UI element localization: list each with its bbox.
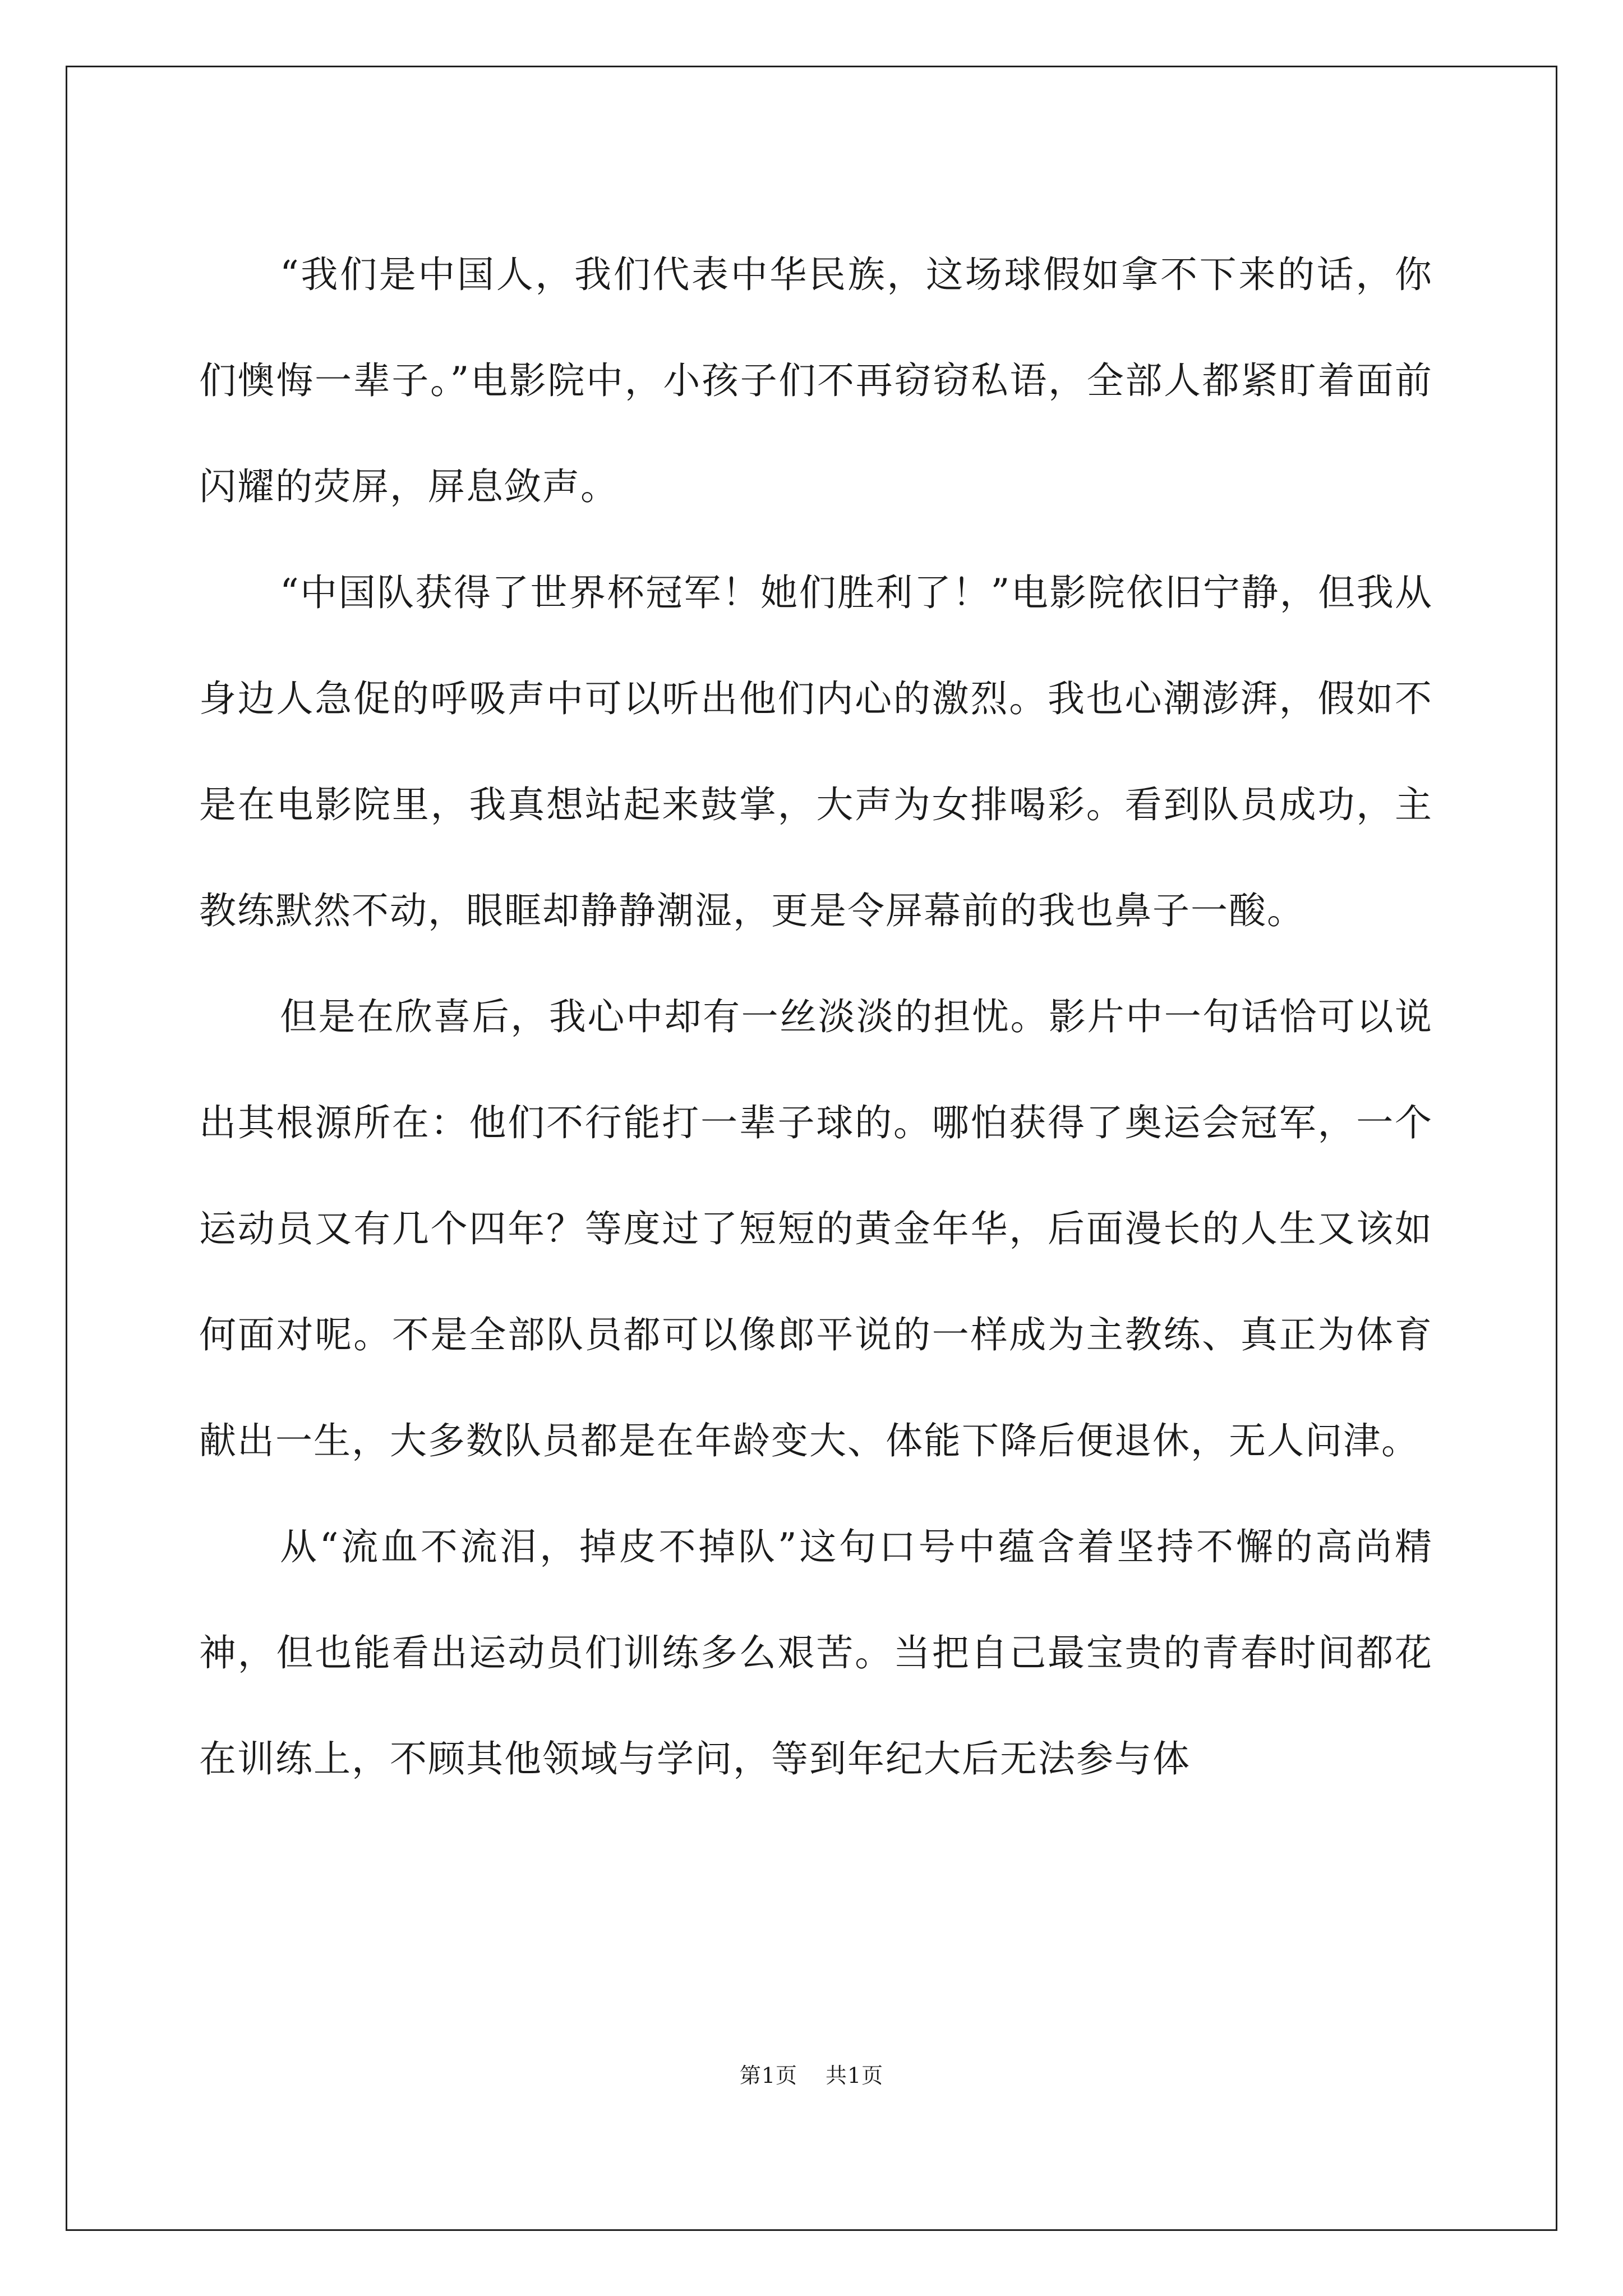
page-number-current: 第1页 <box>739 2063 797 2088</box>
paragraph-3: 但是在欣喜后，我心中却有一丝淡淡的担忧。影片中一句话恰可以说出其根源所在：他们不行能打一辈子球的。哪怕获得了奥运会冠军，一个运动员又有几个四年？等度过了短短的黄金年华，后面漫长的人生又该如何面对呢。不是全部队员都可以像郎平说的一样成为主教练、真正为体育献出一生，大多数队员都是在年龄变大、体能下降后便退休，无人问津。 <box>199 995 1433 1462</box>
paragraph-1: “我们是中国人，我们代表中华民族，这场球假如拿不下来的话，你们懊悔一辈子。”电影院中，小孩子们不再窃窃私语，全部人都紧盯着面前闪耀的荧屏，屏息敛声。 <box>199 253 1433 508</box>
page-number-total: 共1页 <box>826 2063 884 2088</box>
document-body <box>199 222 1433 1812</box>
paragraph-2: “中国队获得了世界杯冠军！她们胜利了！”电影院依旧宁静，但我从身边人急促的呼吸声中可以听出他们内心的激烈。我也心潮澎湃，假如不是在电影院里，我真想站起来鼓掌，大声为女排喝彩。看到队员成功，主教练默然不动，眼眶却静静潮湿，更是令屏幕前的我也鼻子一酸。 <box>199 571 1433 932</box>
paragraph-4: 从“流血不流泪，掉皮不掉队”这句口号中蕴含着坚持不懈的高尚精神，但也能看出运动员们训练多么艰苦。当把自己最宝贵的青春时间都花在训练上，不顾其他领域与学问，等到年纪大后无法参与体 <box>199 1525 1433 1780</box>
page-footer <box>0 2059 1623 2092</box>
